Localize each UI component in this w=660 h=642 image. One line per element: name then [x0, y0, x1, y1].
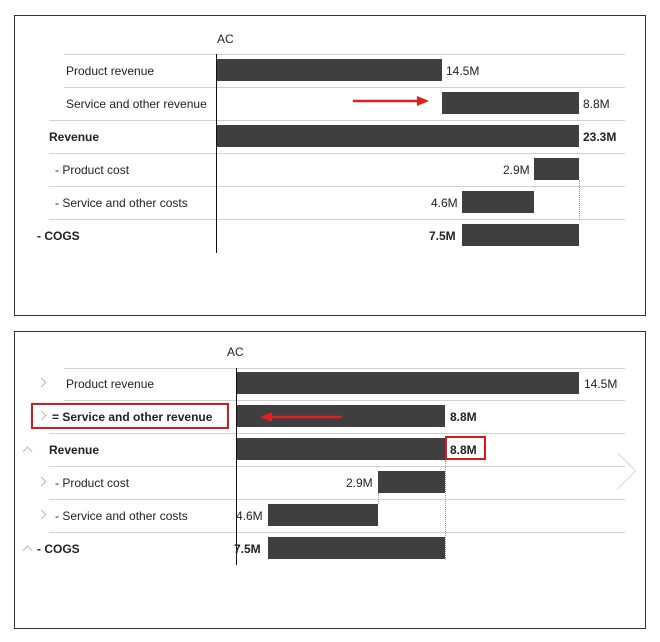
value-product-cost: 2.9M	[503, 163, 530, 177]
row-divider	[49, 532, 625, 533]
row-divider	[49, 433, 625, 434]
row-divider	[49, 186, 625, 187]
row-label-service-costs[interactable]: - Service and other costs	[55, 509, 188, 523]
row-label-product-revenue[interactable]: Product revenue	[66, 377, 155, 391]
row-label-cogs[interactable]: - COGS	[37, 229, 80, 243]
value-cogs: 7.5M	[234, 542, 261, 556]
red-arrow-left-icon	[258, 411, 344, 423]
value-product-revenue: 14.5M	[446, 64, 480, 78]
red-arrow-right-icon	[351, 95, 431, 107]
chart-axis	[236, 368, 237, 565]
row-divider	[64, 400, 625, 401]
bar-cogs[interactable]	[462, 224, 579, 246]
row-divider	[49, 219, 625, 220]
bar-service-costs[interactable]	[268, 504, 378, 526]
row-label-service-revenue[interactable]: Service and other revenue	[66, 97, 207, 111]
chevron-right-large-icon[interactable]	[600, 453, 637, 490]
bar-product-revenue[interactable]	[237, 372, 579, 394]
row-label-revenue[interactable]: Revenue	[49, 443, 100, 457]
column-header-ac: AC	[217, 32, 234, 46]
value-service-costs: 4.6M	[431, 196, 458, 210]
bar-revenue[interactable]	[237, 438, 445, 460]
row-label-product-revenue[interactable]: Product revenue	[66, 64, 155, 78]
row-divider	[49, 120, 625, 121]
row-divider	[64, 368, 625, 369]
row-divider	[49, 153, 625, 154]
chevron-right-icon[interactable]	[37, 378, 47, 388]
waterfall-panel-after	[14, 331, 646, 629]
value-product-cost: 2.9M	[346, 476, 373, 490]
row-label-cogs[interactable]: - COGS	[37, 542, 80, 556]
bar-revenue[interactable]	[217, 125, 579, 147]
chevron-up-icon[interactable]	[23, 447, 33, 457]
column-header-ac: AC	[227, 345, 244, 359]
value-revenue: 8.8M	[450, 443, 477, 457]
row-label-service-revenue[interactable]: = Service and other revenue	[52, 410, 213, 424]
chart-axis	[216, 54, 217, 253]
chevron-up-icon[interactable]	[23, 546, 33, 556]
row-divider	[64, 54, 625, 55]
bar-service-costs[interactable]	[462, 191, 534, 213]
value-service-revenue: 8.8M	[583, 97, 610, 111]
row-label-product-cost[interactable]: - Product cost	[55, 476, 130, 490]
chevron-right-icon[interactable]	[37, 477, 47, 487]
waterfall-panel-before	[14, 15, 646, 316]
row-divider	[64, 87, 625, 88]
row-label-product-cost[interactable]: - Product cost	[55, 163, 130, 177]
bar-product-cost[interactable]	[378, 471, 445, 493]
value-service-revenue: 8.8M	[450, 410, 477, 424]
bar-cogs[interactable]	[268, 537, 445, 559]
row-divider	[49, 499, 625, 500]
row-label-revenue[interactable]: Revenue	[49, 130, 100, 144]
value-service-costs: 4.6M	[236, 509, 263, 523]
value-cogs: 7.5M	[429, 229, 456, 243]
row-divider	[49, 466, 625, 467]
row-label-service-costs[interactable]: - Service and other costs	[55, 196, 188, 210]
connector-line	[378, 493, 379, 504]
value-product-revenue: 14.5M	[584, 377, 618, 391]
chevron-right-icon[interactable]	[37, 510, 47, 520]
connector-line	[445, 460, 446, 560]
bar-product-revenue[interactable]	[217, 59, 442, 81]
value-revenue: 23.3M	[583, 130, 617, 144]
bar-service-revenue[interactable]	[442, 92, 579, 114]
connector-line	[579, 180, 580, 220]
bar-product-cost[interactable]	[534, 158, 579, 180]
